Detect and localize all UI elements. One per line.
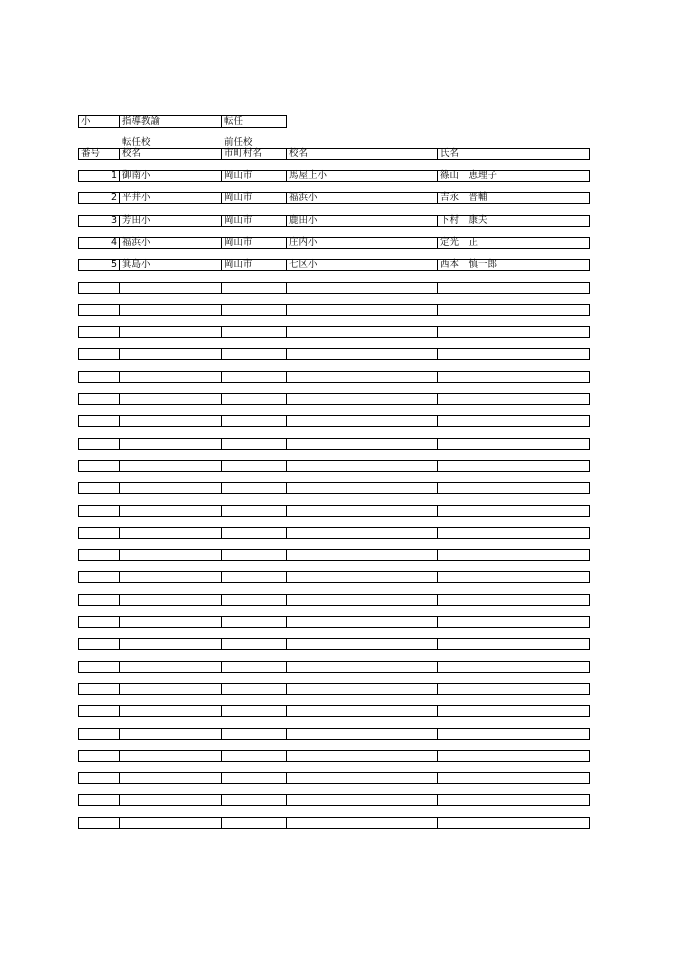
table-row [78, 259, 590, 271]
prev-school-name: 鹿田小 [289, 215, 318, 226]
person-name: 定光 正 [440, 237, 479, 248]
table-row [78, 817, 590, 829]
new-school-name: 福浜小 [122, 237, 151, 248]
row-number: 2 [110, 192, 117, 203]
new-school-name: 平井小 [122, 192, 151, 203]
table-row [78, 794, 590, 806]
table-row [78, 438, 590, 450]
prev-city: 岡山市 [224, 192, 253, 203]
table-row [78, 616, 590, 628]
table-row [78, 170, 590, 182]
table-row [78, 215, 590, 227]
table-row [78, 505, 590, 517]
table-row [78, 371, 590, 383]
table-row [78, 772, 590, 784]
table-row [78, 728, 590, 740]
column-header-row [78, 148, 590, 160]
row-number: 1 [110, 170, 117, 181]
table-row [78, 482, 590, 494]
prev-school-name: 庄内小 [289, 237, 318, 248]
header-number: 番号 [81, 148, 101, 159]
table-row [78, 393, 590, 405]
header-prev-school-name: 校名 [289, 148, 309, 159]
header-prev-city: 市町村名 [224, 148, 263, 159]
prev-city: 岡山市 [224, 170, 253, 181]
table-row [78, 237, 590, 249]
header-new-school-name: 校名 [122, 148, 142, 159]
category-cell: 小 [78, 115, 120, 128]
prev-school-name: 福浜小 [289, 192, 318, 203]
row-number: 5 [110, 259, 117, 270]
table-row [78, 571, 590, 583]
prev-school-group-label: 前任校 [224, 137, 253, 148]
header-person-name: 氏名 [440, 148, 460, 159]
table-row [78, 750, 590, 762]
table-row [78, 192, 590, 204]
table-row [78, 527, 590, 539]
table-row [78, 661, 590, 673]
new-school-name: 箕島小 [122, 259, 151, 270]
new-school-name: 御南小 [122, 170, 151, 181]
row-number: 3 [110, 215, 117, 226]
prev-city: 岡山市 [224, 237, 253, 248]
new-school-name: 芳田小 [122, 215, 151, 226]
table-row [78, 705, 590, 717]
table-row [78, 683, 590, 695]
table-row [78, 415, 590, 427]
person-name: 下村 康夫 [440, 215, 488, 226]
table-row [78, 638, 590, 650]
table-row [78, 549, 590, 561]
prev-city: 岡山市 [224, 215, 253, 226]
new-school-group-label: 転任校 [122, 137, 151, 148]
table-row [78, 348, 590, 360]
table-row [78, 282, 590, 294]
type-cell: 転任 [221, 115, 287, 128]
person-name: 篠山 恵理子 [440, 170, 498, 181]
table-row [78, 326, 590, 338]
table-row [78, 594, 590, 606]
person-name: 吉永 晋輔 [440, 192, 488, 203]
prev-city: 岡山市 [224, 259, 253, 270]
position-cell: 指導教諭 [119, 115, 222, 128]
row-number: 4 [110, 237, 117, 248]
table-row [78, 460, 590, 472]
prev-school-name: 馬屋上小 [289, 170, 328, 181]
prev-school-name: 七区小 [289, 259, 318, 270]
person-name: 西本 慎一郎 [440, 259, 498, 270]
table-row [78, 304, 590, 316]
